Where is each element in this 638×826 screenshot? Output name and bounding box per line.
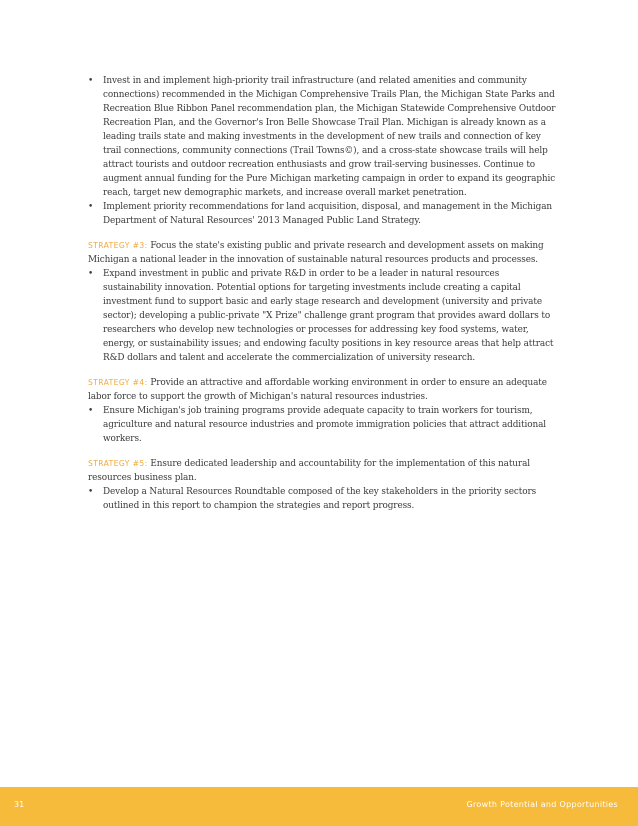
bullet-text: Implement priority recommendations for land acquisition, disposal, and management in the Michigan Department of Natural Resources' 2013 Managed Public Land Strategy.: [103, 202, 553, 226]
strategy-heading: [88, 239, 558, 267]
bullet-marker: •: [88, 406, 94, 416]
page-number: 31: [14, 800, 25, 809]
strategy-label: STRATEGY #4:: [88, 378, 148, 387]
strategy-heading: [88, 376, 558, 404]
page-content: [88, 74, 558, 513]
list-item: [88, 267, 558, 365]
footer-title: Growth Potential and Opportunities: [466, 800, 618, 809]
strategy-3: [88, 239, 558, 365]
bullet-text: Expand investment in public and private R&D in order to be a leader in natural resources sustainability innovation. Potential options for targeting investments include creating a capital investment fund to support basic and early stage research and development (university and private sector); developing a public-private "X Prize" challenge grant program that provides award dollars to researchers who develop new technologies or processes for addressing key food systems, water, energy, or sustainability issues; and endowing faculty positions in key resource areas that help attract R&D dollars and talent and accelerate the commercialization of university research.: [103, 269, 554, 363]
bullet-text: Invest in and implement high-priority trail infrastructure (and related amenities and community connections) recommended in the Michigan Comprehensive Trails Plan, the Michigan State Parks and Recreation Blue Ribbon Panel recommendation plan, the Michigan Statewide Comprehensive Outdoor Recreation Plan, and the Governor's Iron Belle Showcase Trail Plan. Michigan is already known as a leading trails state and making investments in the development of new trails and connection of key trail connections, community connections (Trail Towns©), and a cross-state showcase trails will help attract tourists and outdoor recreation enthusiasts and grow trail-serving businesses. Continue to augment annual funding for the Pure Michigan marketing campaign in order to expand its geographic reach, target new demographic markets, and increase overall market penetration.: [103, 76, 556, 198]
bullet-marker: •: [88, 269, 94, 279]
list-item: [88, 200, 558, 228]
list-item: [88, 404, 558, 446]
strategy-label: STRATEGY #3:: [88, 241, 148, 250]
strategy-text: Focus the state's existing public and private research and development assets on making Michigan a national leader in the innovation of sustainable natural resources products and processes.: [88, 241, 544, 265]
strategy-heading: [88, 457, 558, 485]
strategy-label: STRATEGY #5:: [88, 459, 148, 468]
bullet-text: Develop a Natural Resources Roundtable composed of the key stakeholders in the priority sectors outlined in this report to champion the strategies and report progress.: [103, 487, 537, 511]
bullet-marker: •: [88, 487, 94, 497]
strategy-5: [88, 457, 558, 513]
strategy-text: Provide an attractive and affordable working environment in order to ensure an adequate labor force to support the growth of Michigan's natural resources industries.: [88, 378, 547, 402]
bullet-marker: •: [88, 202, 94, 212]
bullet-marker: •: [88, 76, 94, 86]
bullet-text: Ensure Michigan's job training programs provide adequate capacity to train workers for tourism, agriculture and natural resource industries and promote immigration policies that attract additional workers.: [103, 406, 547, 444]
strategy-text: Ensure dedicated leadership and accountability for the implementation of this natural resources business plan.: [88, 459, 530, 483]
list-item: [88, 74, 558, 200]
page-footer: [0, 787, 638, 826]
list-item: [88, 485, 558, 513]
strategy-4: [88, 376, 558, 446]
